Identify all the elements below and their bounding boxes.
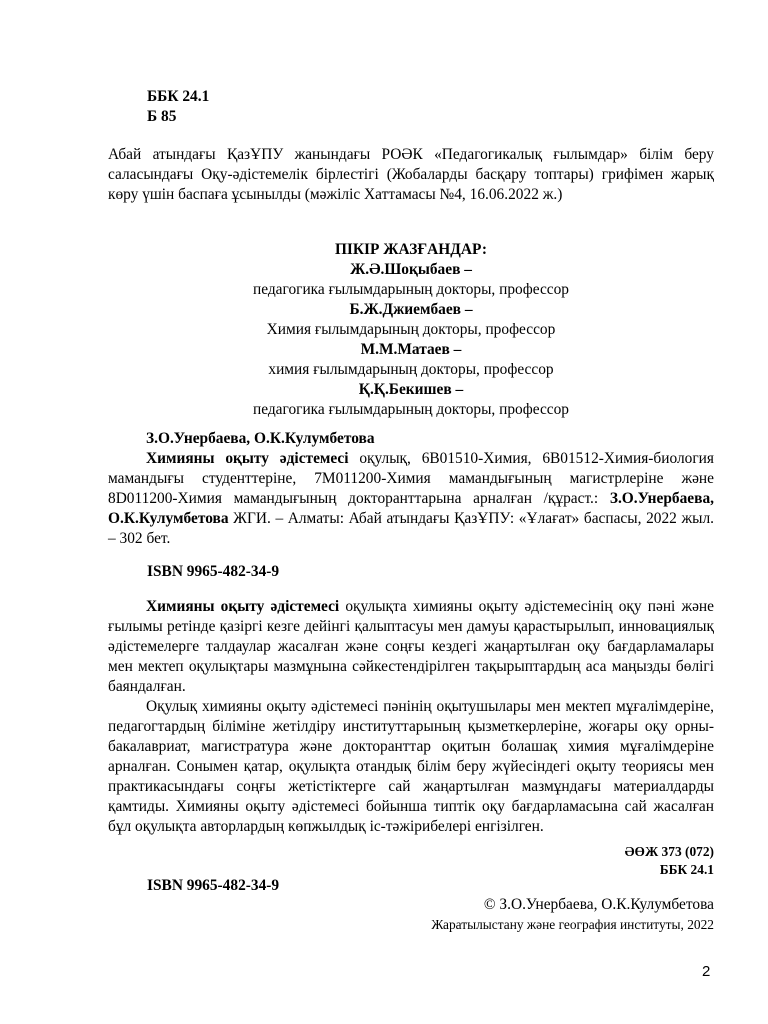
book-title: Химияны оқыту әдістемесі — [146, 450, 349, 467]
reviewers-heading: ПІКІР ЖАЗҒАНДАР: — [334, 241, 488, 258]
classification-block — [147, 87, 753, 127]
book-desc-part1: оқулық, 6В01510-Химия, 6В01512-Химия-биология мамандығы студенттеріне, 7М011200-Химия мамандығының магистрлеріне және 8D011200-Химия мамандығының докторанттарына арналған /құраст.: — [108, 450, 714, 507]
abstract-p1-text: оқулықта химияны оқыту әдістемесінің оқу пәні және ғылымы ретінде қазіргі кезге дейінгі қалыптасуы мен дамуы қарастырылып, инновациялық әдістемелерге талдаулар жасалған және соңғы кездегі жаңартылған оқу бағдарламалары мен мектеп оқулықтары мазмұнына сәйкестендірілген тақырыптардың аса маңызды бөлігі баяндалған. — [108, 598, 714, 695]
approval-text: Абай атындағы ҚазҰПУ жанындағы РОӘК «Педагогикалық ғылымдар» білім беру саласындағы Оқу-әдістемелік бірлестігі (Жобаларды басқару топтары) грифімен жарық көру үшін баспаға ұсынылды (мәжіліс Хаттамасы №4, 16.06.2022 ж.) — [108, 146, 714, 203]
copyright-block — [108, 895, 714, 935]
reviewer-name: Қ.Қ.Бекишев – — [358, 381, 464, 398]
bbk-code-bottom: ББК 24.1 — [659, 862, 714, 877]
bbk-code: ББК 24.1 — [147, 88, 210, 105]
reviewer-name: Ж.Ә.Шоқыбаев – — [350, 261, 472, 278]
book-description — [108, 449, 714, 549]
abstract-section — [108, 597, 714, 837]
copyright-authors: © З.О.Унербаева, О.К.Кулумбетова — [483, 896, 714, 913]
reviewer-name: М.М.Матаев – — [360, 341, 462, 358]
book-compilers: З.О.Унербаева, О.К.Кулумбетова — [108, 490, 714, 527]
abstract-paragraph-1 — [108, 597, 714, 697]
reviewers-section — [108, 240, 714, 420]
book-authors: З.О.Унербаева, О.К.Кулумбетова — [146, 430, 375, 447]
isbn-bottom: ISBN 9965-482-34-9 — [147, 877, 280, 894]
author-sign: Б 85 — [147, 108, 177, 125]
reviewer-name: Б.Ж.Джиембаев – — [349, 301, 473, 318]
isbn-top: ISBN 9965-482-34-9 — [147, 563, 280, 580]
reviewer-title: педагогика ғылымдарының докторы, профессор — [252, 401, 569, 418]
copyright-institute: Жаратылыстану және география институты, 2022 — [431, 917, 714, 932]
abstract-book-title: Химияны оқыту әдістемесі — [146, 598, 340, 615]
reviewer-title: Химия ғылымдарының докторы, профессор — [266, 321, 556, 338]
abstract-paragraph-2: Оқулық химияны оқыту әдістемесі пәнінің оқытушылары мен мектеп мұғалімдеріне, педагогтардың біліміне жетілдіру институттарының қызметкерлеріне, жоғары оқу орны- бакалавриат, магистратура және докторанттар оқитын болашақ химия мұғалімдеріне арналған. Сонымен қатар, оқулықта отандық білім беру жүйесіндегі оқыту теориясы мен практикасындағы соңғы жетістіктерге сай жаңартылған мазмұндағы материалдарды қамтиды. Химияны оқыту әдістемесі бойынша типтік оқу бағдарламасына сай жасалған бұл оқулықта авторлардың көпжылдық іс-тәжірибелері енгізілген. — [108, 698, 714, 835]
page-number: 2 — [702, 963, 711, 980]
codes-block — [108, 843, 714, 879]
reviewer-title: педагогика ғылымдарының докторы, профессор — [252, 281, 569, 298]
bibliographic-record — [108, 429, 714, 549]
reviewer-title: химия ғылымдарының докторы, профессор — [268, 361, 554, 378]
book-desc-part2: ЖГИ. – Алматы: Абай атындағы ҚазҰПУ: «Ұлағат» баспасы, 2022 жыл. – 302 бет. — [108, 510, 714, 547]
udc-code: ӘӨЖ 373 (072) — [624, 844, 714, 859]
